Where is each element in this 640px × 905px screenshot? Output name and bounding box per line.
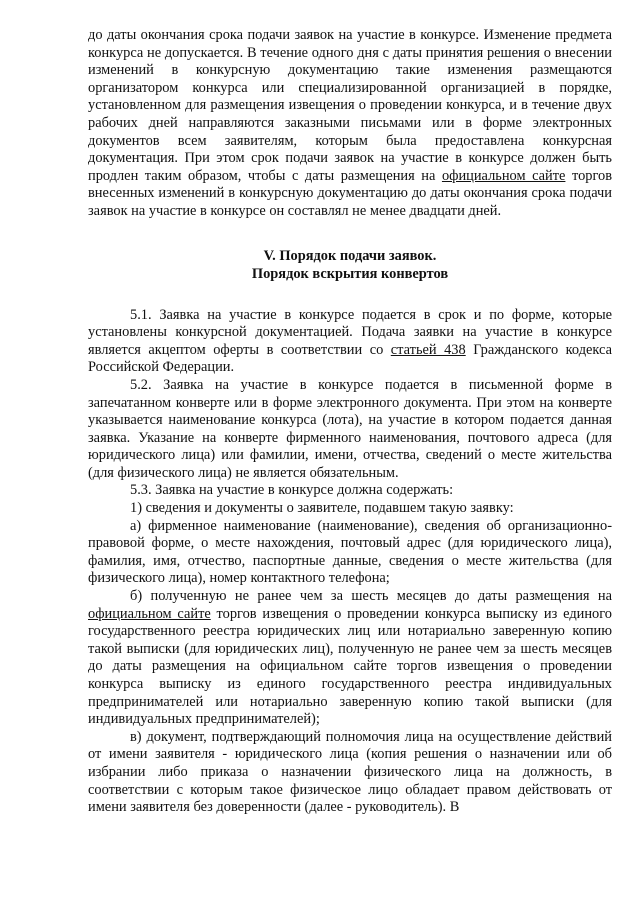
section-title-line-2: Порядок вскрытия конвертов (251, 265, 449, 282)
paragraph-5-1-text-start: 5.1. Заявка на участие в конкурсе подается в срок и по форме, которые установлены конкурсной документацией. Подача заявки на участие в конкурсе является акцептом оферты в соответствии со (88, 306, 612, 358)
paragraph-5-1 (88, 307, 612, 377)
intro-text-start: до даты окончания срока подачи заявок на участие в конкурсе. Изменение предмета конкурса не допускается. В течение одного дня с даты принятия решения о внесении изменений в конкурсную документацию такие изменения размещаются организатором конкурса или специализированной организацией в порядке, установленном для размещения извещения о проведении конкурса, и в течение двух рабочих дней направляются заказными письмами или в форме электронных документов всем заявителям, которым была предоставлена конкурсная документация. При этом срок подачи заявок на участие в конкурсе должен быть продлен таким образом, чтобы с даты размещения на (88, 27, 612, 184)
section-heading (88, 247, 612, 283)
paragraph-5-3-b (88, 588, 612, 729)
paragraph-5-3-v: в) документ, подтверждающий полномочия лица на осуществление действий от имени заявителя - юридического лица (копия решения о назначении или об избрании либо приказа о назначении физического лица на должность, в соответствии с которым такое физическое лицо обладает правом действовать от имени заявителя без доверенности (далее - руководитель). В (88, 728, 612, 816)
paragraph-5-2: 5.2. Заявка на участие в конкурсе подается в письменной форме в запечатанном конверте или в форме электронного документа. При этом на конверте указывается наименование конкурса (лота), на участие в котором подается данная заявка. Указание на конверте фирменного наименования, почтового адреса (для юридического лица) или фамилии, имени, отчества, сведений о месте жительства (для физического лица) не является обязательным. (88, 376, 612, 481)
paragraph-5-3-b-text-end: торгов извещения о проведении конкурса выписку из единого государственного реестра юридических лиц или нотариально заверенную копию такой выписки (для юридических лиц), полученную не ранее чем за шесть месяцев до даты размещения на официальном сайте торгов извещения о проведении конкурса выписку из единого государственного реестра индивидуальных предпринимателей или нотариально заверенную копию такой выписки (для индивидуальных предпринимателей); (88, 605, 612, 728)
official-site-link-2[interactable]: официальном сайте (88, 605, 211, 622)
paragraph-5-3: 5.3. Заявка на участие в конкурсе должна содержать: (130, 482, 454, 499)
paragraph-5-3-1: 1) сведения и документы о заявителе, подавшем такую заявку: (130, 500, 514, 517)
paragraph-5-1-text-end: Гражданского кодекса Российской Федерации. (88, 341, 612, 376)
intro-paragraph (88, 27, 612, 221)
official-site-link[interactable]: официальном сайте (441, 167, 566, 184)
paragraph-5-3-a: а) фирменное наименование (наименование), сведения об организационно-правовой форме, о месте нахождения, почтовый адрес (для юридического лица), фамилия, имя, отчество, паспортные данные, сведения о месте жительства (для физического лица), номер контактного телефона; (88, 517, 612, 587)
intro-text-end: торгов внесенных изменений в конкурсную документацию до даты окончания срока подачи заявок на участие в конкурсе он составлял не менее двадцати дней. (88, 167, 612, 219)
paragraph-5-3-b-text-start: б) полученную не ранее чем за шесть месяцев до даты размещения на (130, 588, 612, 605)
article-438-link[interactable]: статьей 438 (390, 341, 466, 358)
section-title-line-1: V. Порядок подачи заявок. (263, 247, 437, 264)
